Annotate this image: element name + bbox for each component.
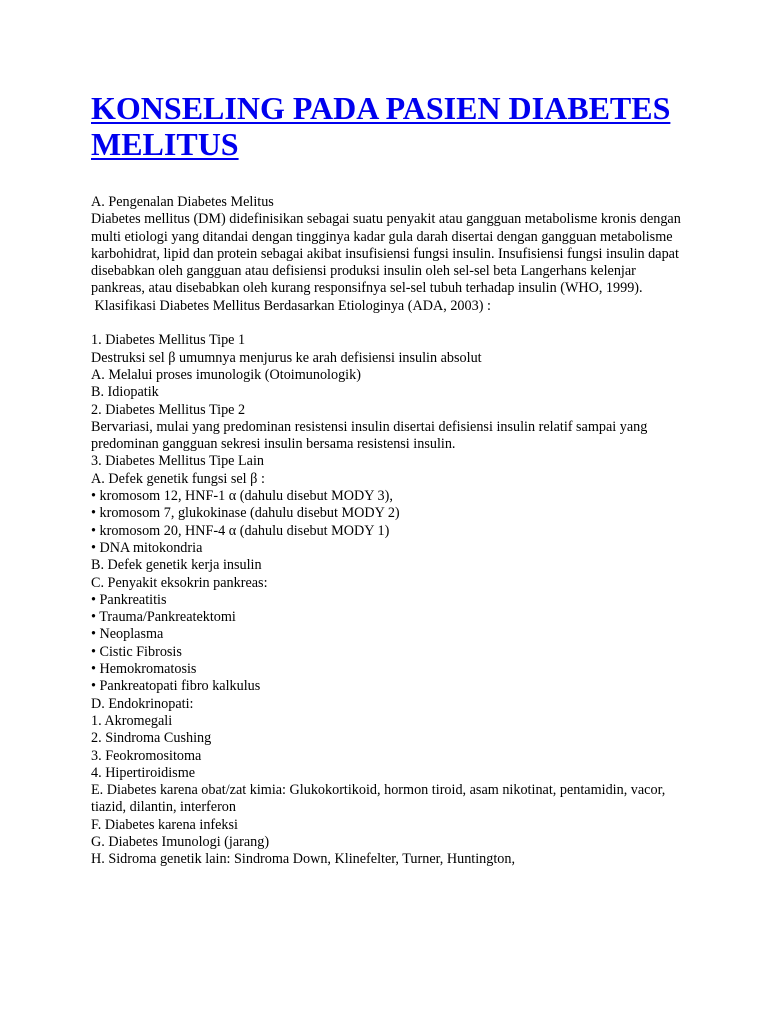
type3-tail-line: H. Sidroma genetik lain: Sindroma Down, Klinefelter, Turner, Huntington, — [91, 851, 516, 868]
type3-line: • kromosom 20, HNF-4 α (dahulu disebut MODY 1) — [91, 522, 390, 539]
type3-line: • Hemokromatosis — [91, 661, 197, 678]
definition-paragraph: Diabetes mellitus (DM) didefinisikan sebagai suatu penyakit atau gangguan metabolisme kronis dengan multi etiologi yang ditandai dengan tingginya kadar gula darah disertai dengan gangguan metabolisme karbohidrat, lipid dan protein sebagai akibat insufisiensi fungsi insulin. Insufisiensi fungsi insulin dapat disebabkan oleh gangguan atau defisiensi produksi insulin oleh sel-sel beta Langerhans kelenjar pankreas, atau disebabkan oleh kurang responsifnya sel-sel tubuh terhadap insulin (WHO, 1999). — [91, 211, 681, 297]
type3-tail-line: F. Diabetes karena infeksi — [91, 816, 238, 833]
section-heading: A. Pengenalan Diabetes Melitus — [91, 194, 274, 210]
document-body — [91, 194, 691, 869]
page-title-link[interactable]: KONSELING PADA PASIEN DIABETES MELITUS — [91, 90, 671, 162]
type3-line: A. Defek genetik fungsi sel β : — [91, 470, 265, 487]
type3-line: • Neoplasma — [91, 626, 164, 643]
document-page — [91, 90, 691, 869]
type3-line: 3. Feokromositoma — [91, 747, 202, 764]
type3-line: • kromosom 7, glukokinase (dahulu disebut MODY 2) — [91, 505, 400, 522]
type3-line: 2. Sindroma Cushing — [91, 730, 212, 747]
classification-heading: Klasifikasi Diabetes Mellitus Berdasarkan Etiologinya (ADA, 2003) : — [91, 297, 491, 314]
type2-heading: 2. Diabetes Mellitus Tipe 2 — [91, 401, 246, 418]
type3-line: B. Defek genetik kerja insulin — [91, 557, 262, 574]
type2-description: Bervariasi, mulai yang predominan resistensi insulin disertai defisiensi insulin relatif sampai yang predominan gangguan sekresi insulin bersama resistensi insulin. — [91, 418, 648, 453]
type3-line: C. Penyakit eksokrin pankreas: — [91, 574, 268, 591]
type3-line: • Pankreatitis — [91, 591, 167, 608]
type3-line: • DNA mitokondria — [91, 539, 203, 556]
type3-tail-line: G. Diabetes Imunologi (jarang) — [91, 833, 270, 850]
type3-line: 4. Hipertiroidisme — [91, 764, 196, 781]
type3-line: • Cistic Fibrosis — [91, 643, 182, 660]
type1-heading: 1. Diabetes Mellitus Tipe 1 — [91, 332, 246, 349]
type1-item: B. Idiopatik — [91, 384, 159, 401]
type3-line: • Pankreatopati fibro kalkulus — [91, 678, 261, 695]
type1-description: Destruksi sel β umumnya menjurus ke arah defisiensi insulin absolut — [91, 349, 482, 366]
type1-item: A. Melalui proses imunologik (Otoimunologik) — [91, 366, 361, 383]
type3-line: • kromosom 12, HNF-1 α (dahulu disebut MODY 3), — [91, 488, 393, 505]
type3-line: • Trauma/Pankreatektomi — [91, 609, 236, 626]
type3-heading: 3. Diabetes Mellitus Tipe Lain — [91, 453, 264, 470]
type3-line: 1. Akromegali — [91, 712, 173, 729]
blank-line — [91, 315, 691, 332]
drug-induced-diabetes: E. Diabetes karena obat/zat kimia: Glukokortikoid, hormon tiroid, asam nikotinat, pentamidin, vacor, tiazid, dilantin, interferon — [91, 782, 666, 816]
type3-line: D. Endokrinopati: — [91, 695, 194, 712]
